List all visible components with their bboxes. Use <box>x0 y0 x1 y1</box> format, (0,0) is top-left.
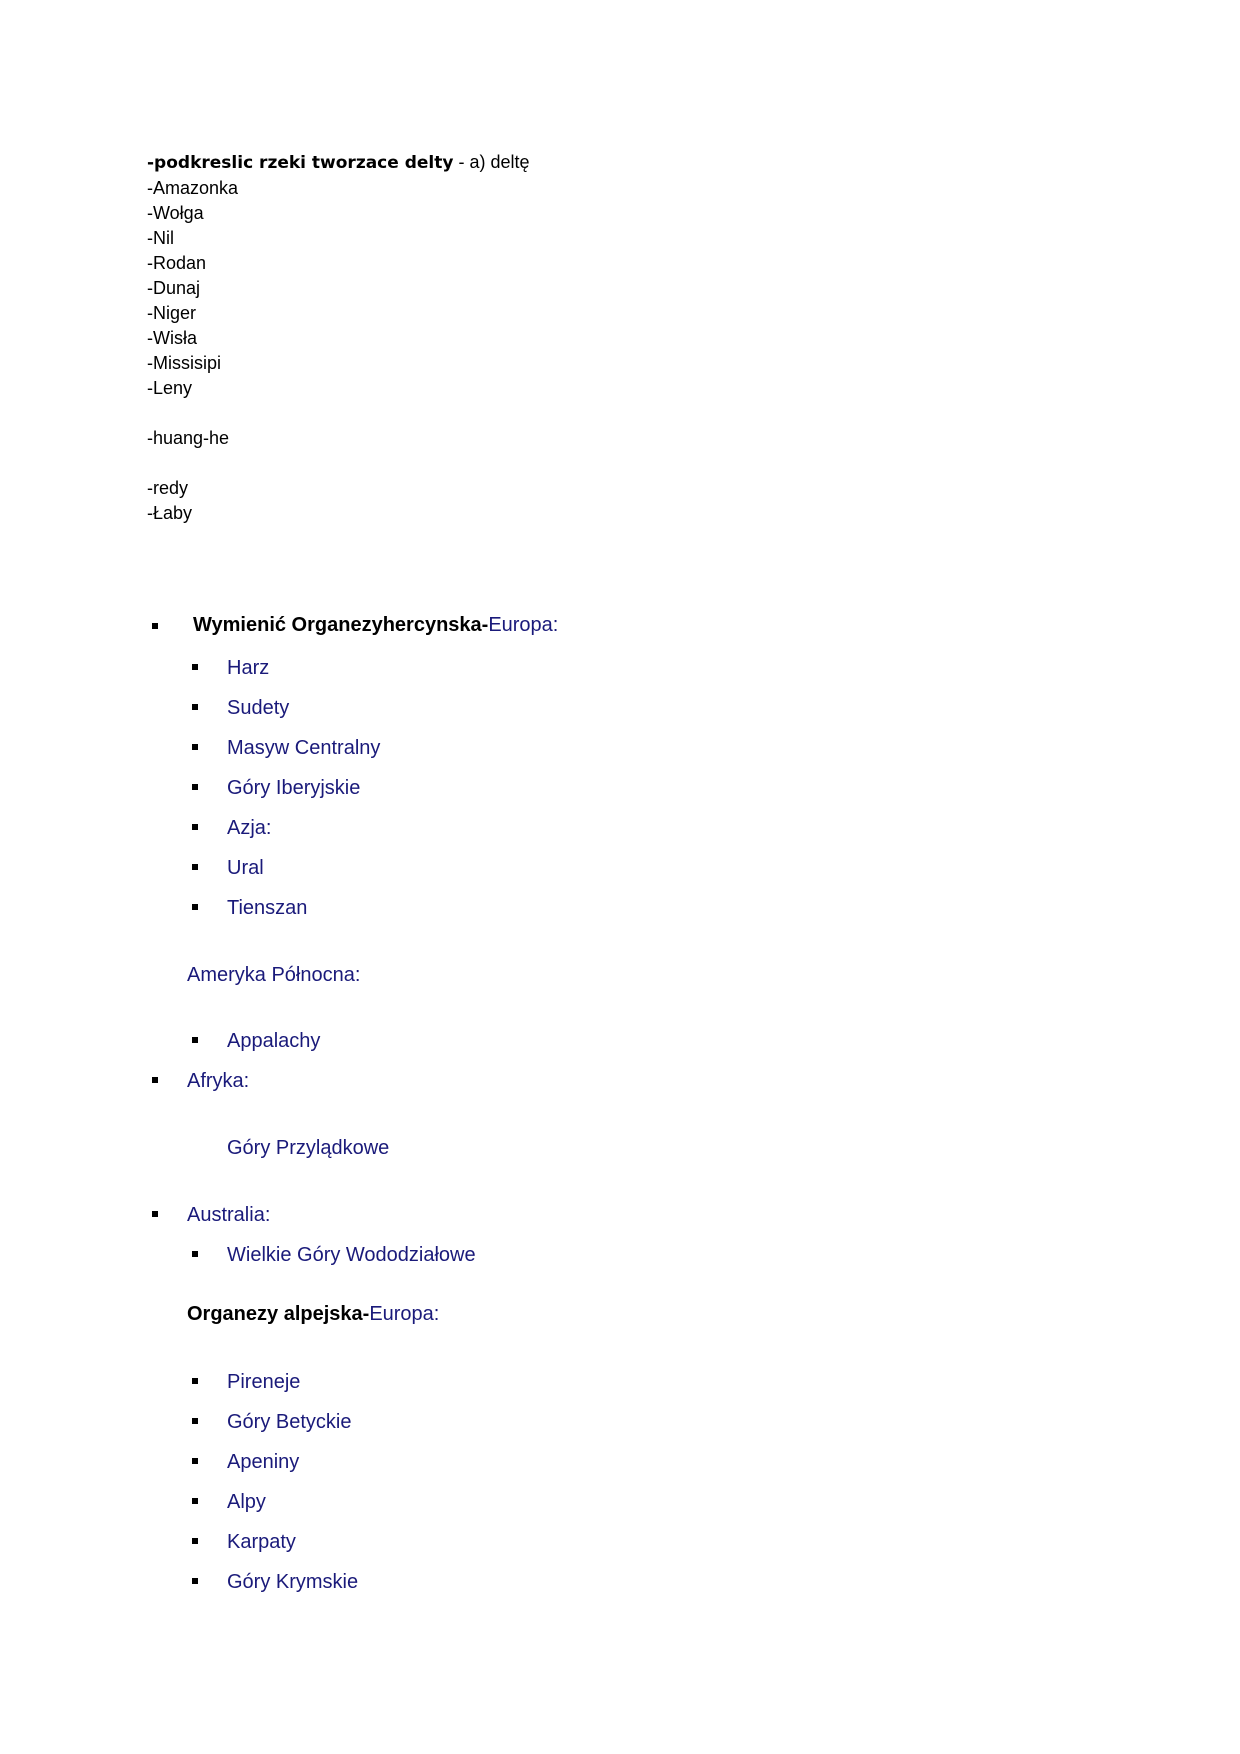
mountain-item: Ural <box>227 857 264 879</box>
mountain-item: Tienszan <box>227 897 308 919</box>
rivers-heading-rest: - a) deltę <box>453 152 530 172</box>
river-item: -Wisła <box>147 328 197 348</box>
mountain-item: Masyw Centralny <box>227 737 381 759</box>
bullet-marker <box>192 824 198 830</box>
mountain-item: Góry Betyckie <box>227 1411 352 1433</box>
rivers-heading-bold: -podkreslic rzeki tworzace delty <box>147 153 454 173</box>
river-item: -Missisipi <box>147 353 221 373</box>
bullet-marker <box>192 864 198 870</box>
river-item: -Leny <box>147 378 193 398</box>
bullet-marker <box>192 1538 198 1544</box>
region-label-africa: Afryka: <box>187 1070 250 1092</box>
bullet-marker <box>152 623 158 629</box>
bullet-marker <box>192 1578 198 1584</box>
alpine-title-region: Europa: <box>369 1303 440 1325</box>
mountain-item: Apeniny <box>227 1451 300 1473</box>
river-item: -Dunaj <box>147 278 201 298</box>
alpine-title <box>187 1302 439 1326</box>
mountain-item: Góry Krymskie <box>227 1571 359 1593</box>
bullet-marker <box>192 1378 198 1384</box>
hercynian-title-bold: Wymienić Organezyhercynska- <box>193 614 489 636</box>
river-item: -Amazonka <box>147 178 239 198</box>
mountain-item: Harz <box>227 657 270 679</box>
bullet-marker <box>152 1211 158 1217</box>
river-item: -redy <box>147 478 189 498</box>
region-label-north-america: Ameryka Północna: <box>187 964 361 986</box>
hercynian-title-region: Europa: <box>488 614 559 636</box>
river-item: -Łaby <box>147 503 193 523</box>
bullet-marker <box>192 744 198 750</box>
mountain-item: Azja: <box>227 817 272 839</box>
river-item: -huang-he <box>147 428 230 448</box>
bullet-marker <box>192 704 198 710</box>
blank-line <box>147 451 530 476</box>
region-label-australia: Australia: <box>187 1204 271 1226</box>
mountain-item: Alpy <box>227 1491 266 1513</box>
mountain-item: Góry Przylądkowe <box>227 1137 390 1159</box>
bullet-marker <box>192 1458 198 1464</box>
rivers-heading <box>147 150 530 176</box>
bullet-marker <box>192 1498 198 1504</box>
bullet-marker <box>192 1251 198 1257</box>
bullet-marker <box>152 1077 158 1083</box>
bullet-marker <box>192 1037 198 1043</box>
river-item: -Rodan <box>147 253 207 273</box>
mountain-item: Góry Iberyjskie <box>227 777 361 799</box>
bullet-marker <box>192 904 198 910</box>
mountain-item: Sudety <box>227 697 290 719</box>
river-item: -Wołga <box>147 203 204 223</box>
bullet-marker <box>192 1418 198 1424</box>
river-item: -Nil <box>147 228 174 248</box>
blank-line <box>147 401 530 426</box>
mountain-item: Karpaty <box>227 1531 296 1553</box>
mountain-item: Pireneje <box>227 1371 301 1393</box>
mountain-item: Wielkie Góry Wododziałowe <box>227 1244 476 1266</box>
alpine-title-bold: Organezy alpejska- <box>187 1303 370 1325</box>
bullet-marker <box>192 664 198 670</box>
river-item: -Niger <box>147 303 197 323</box>
hercynian-title <box>193 613 558 637</box>
rivers-section <box>147 150 530 526</box>
bullet-marker <box>192 784 198 790</box>
mountain-item: Appalachy <box>227 1030 321 1052</box>
